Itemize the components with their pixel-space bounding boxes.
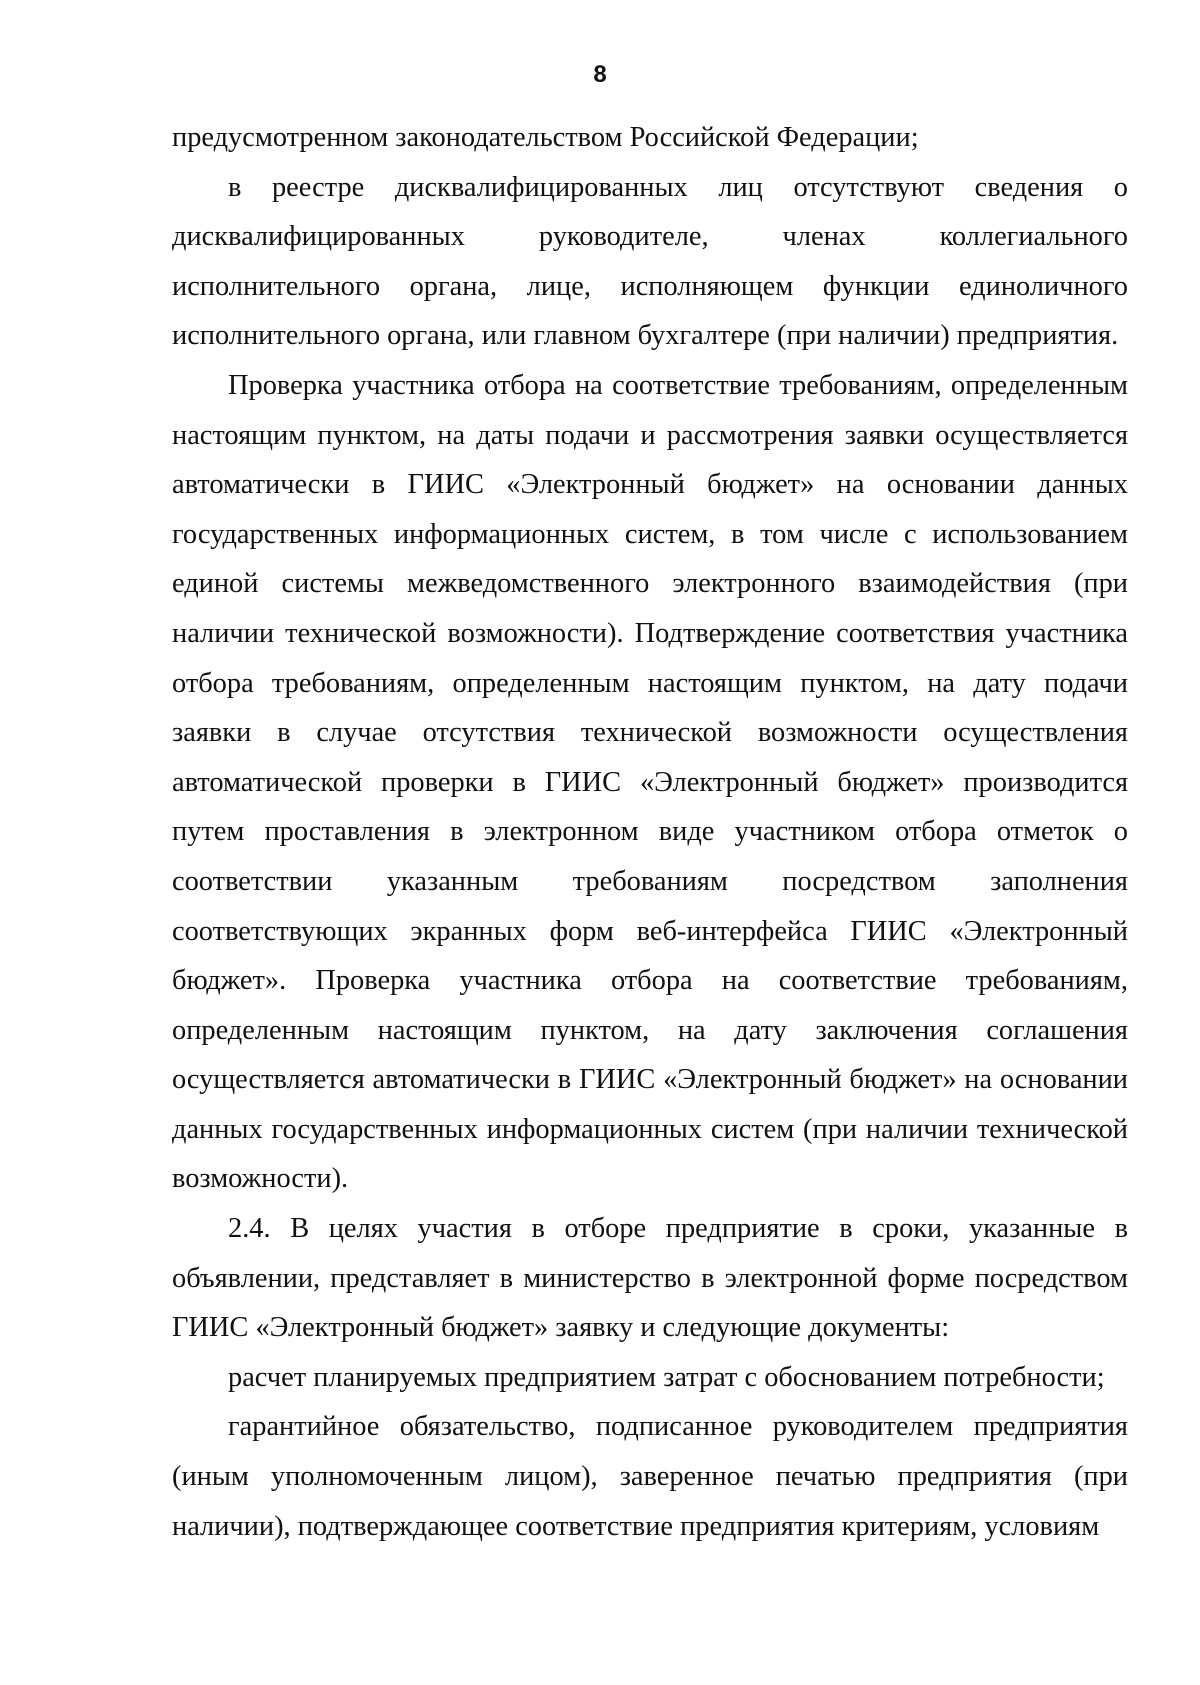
paragraph-disqualified-registry: в реестре дисквалифицированных лиц отсутствуют сведения о дисквалифицированных руководителе, членах коллегиального исполнительного органа, лице, исполняющем функции единоличного исполнительного органа, или главном бухгалтере (при наличии) предприятия. bbox=[172, 171, 1128, 352]
page-number: 8 bbox=[593, 61, 607, 88]
document-body bbox=[172, 113, 1128, 1551]
paragraph-continuation: предусмотренном законодательством Российской Федерации; bbox=[172, 122, 919, 153]
paragraph-participant-check: Проверка участника отбора на соответствие требованиям, определенным настоящим пунктом, на даты подачи и рассмотрения заявки осуществляется автоматически в ГИИС «Электронный бюджет» на основании данных государственных информационных систем, в том числе с использованием единой системы межведомственного электронного взаимодействия (при наличии технической возможности). Подтверждение соответствия участника отбора требованиям, определенным настоящим пунктом, на дату подачи заявки в случае отсутствия технической возможности осуществления автоматической проверки в ГИИС «Электронный бюджет» производится путем проставления в электронном виде участником отбора отметок о соответствии указанным требованиям посредством заполнения соответствующих экранных форм веб-интерфейса ГИИС «Электронный бюджет». Проверка участника отбора на соответствие требованиям, определенным настоящим пунктом, на дату заключения соглашения осуществляется автоматически в ГИИС «Электронный бюджет» на основании данных государственных информационных систем (при наличии технической возможности). bbox=[172, 369, 1128, 1195]
paragraph-section-2-4: 2.4. В целях участия в отборе предприятие в сроки, указанные в объявлении, представляет в министерство в электронной форме посредством ГИИС «Электронный бюджет» заявку и следующие документы: bbox=[172, 1213, 1128, 1344]
paragraph-cost-calculation: расчет планируемых предприятием затрат с обоснованием потребности; bbox=[228, 1361, 1105, 1393]
paragraph-guarantee-obligation: гарантийное обязательство, подписанное руководителем предприятия (иным уполномоченным лицом), заверенное печатью предприятия (при наличии), подтверждающее соответствие предприятия критериям, условиям bbox=[172, 1411, 1128, 1542]
